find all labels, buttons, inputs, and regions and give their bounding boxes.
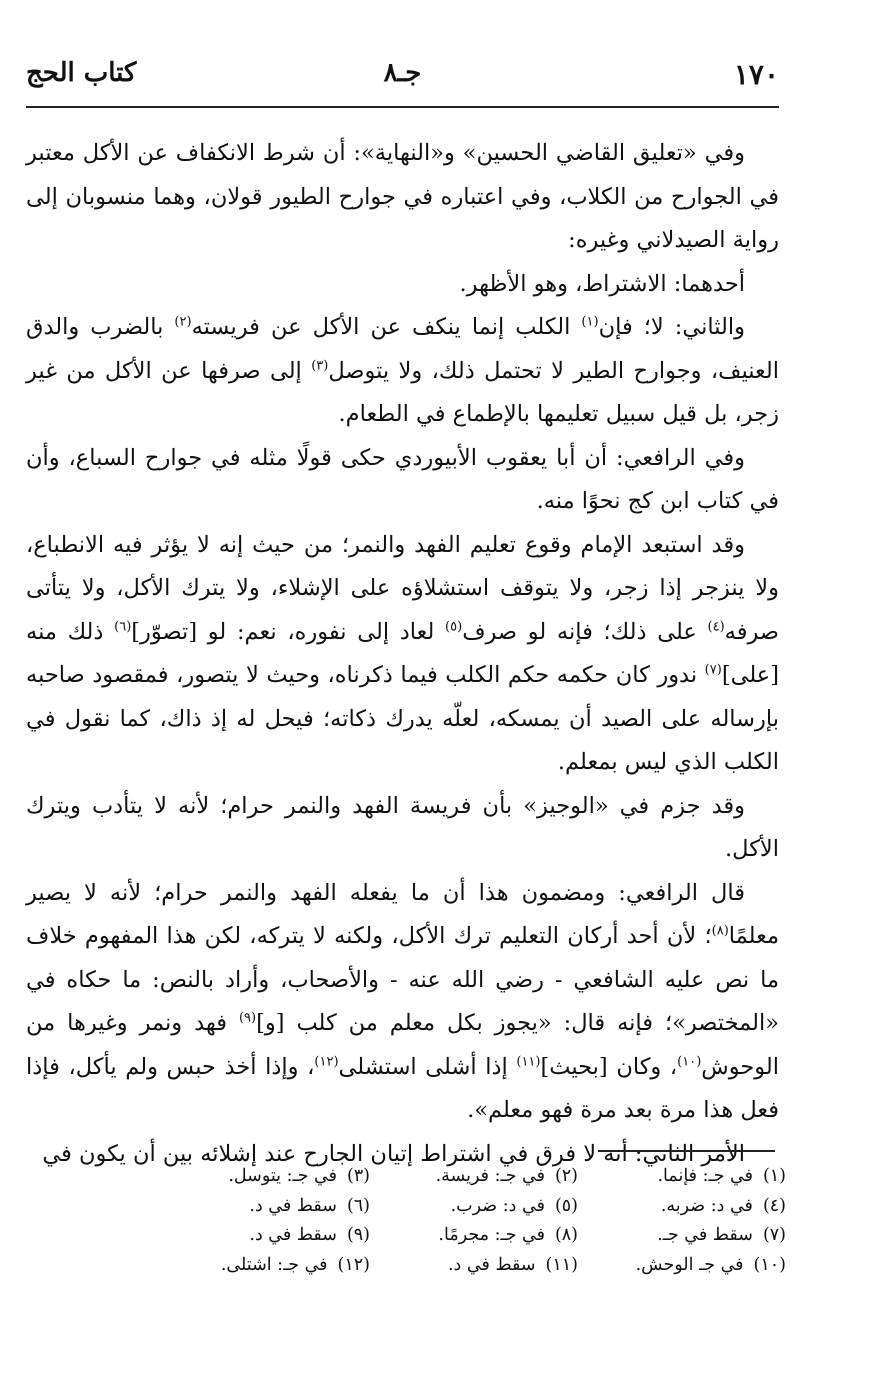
footnote-divider <box>598 1150 775 1152</box>
paragraph-text: إذا أشلى استشلى <box>338 1053 517 1080</box>
footnote <box>578 1162 786 1192</box>
paragraph-text: وفي «تعليق القاضي الحسين» و«النهاية»: أن شرط الانكفاف عن الأكل معتبر في الجوارح من الكلاب، وفي اعتباره في جوارح الطيور قولان، وهما منسوبان إلى رواية الصيدلاني وغيره: <box>26 140 779 253</box>
footnote-text: سقط في د. <box>447 1254 536 1275</box>
footnote <box>162 1221 370 1251</box>
footnote-text: في د: ضربه. <box>660 1195 753 1216</box>
paragraph-text: ؛ لأن أحد أركان التعليم ترك الأكل، ولكنه لا يتركه، لكن هذا المفهوم خلاف ما نص عليه الشافعي - رضي الله عنه - والأصحاب، وأراد بالنص: ما حكاه في «المختصر»؛ فإنه قال: «يجوز بكل معلم من كلب [و] <box>26 923 779 1036</box>
footnote-text: في جـ الوحش. <box>635 1254 744 1275</box>
footnote-number: (١١) <box>545 1254 578 1275</box>
paragraph-text: ، وإذا أخذ حبس ولم يأكل، فإذا فعل هذا مرة بعد مرة فهو معلم». <box>26 1053 779 1123</box>
footnote <box>162 1162 370 1192</box>
paragraph-text: أحدهما: الاشتراط، وهو الأظهر. <box>459 270 745 297</box>
footnote-marker: (٧) <box>704 662 722 678</box>
paragraph <box>26 132 779 263</box>
paragraph <box>26 872 779 1133</box>
footnote-number: (٦) <box>346 1195 370 1216</box>
footnote-marker: (٦) <box>114 619 132 634</box>
running-header <box>26 58 779 102</box>
footnote-number: (٩) <box>346 1225 370 1245</box>
footnote <box>578 1221 786 1251</box>
footnote-text: في جـ: مجرمًا. <box>438 1225 545 1245</box>
paragraph-text: الكلب إنما ينكف عن الأكل عن فريسته <box>191 314 582 340</box>
page-number: ١٧٠ <box>733 58 779 91</box>
paragraph-text: قال الرافعي: ومضمون هذا أن ما يفعله الفهد والنمر حرام؛ لأنه لا يصير معلمًا <box>26 879 779 949</box>
footnote <box>370 1192 578 1222</box>
footnote-text: سقط في جـ. <box>657 1225 753 1245</box>
main-text <box>26 132 780 1167</box>
paragraph <box>26 306 779 437</box>
footnote-number: (٥) <box>554 1195 578 1216</box>
footnote-marker: (١١) <box>516 1054 541 1069</box>
footnote <box>162 1192 370 1222</box>
paragraph-text: لعاد إلى نفوره، نعم: لو [تصوّر] <box>131 618 446 645</box>
footnote-text: سقط في د. <box>249 1225 337 1245</box>
paragraph-text: ذلك منه [على] <box>26 618 779 688</box>
paragraph-text: إلى صرفها عن الأكل من غير زجر، بل قيل سبيل تعليمها بالإطماع في الطعام. <box>26 357 779 427</box>
footnote-text: في جـ: فإنما. <box>657 1166 753 1186</box>
footnote-number: (٧) <box>762 1225 786 1245</box>
footnote-text: سقط في د. <box>249 1195 337 1216</box>
paragraph <box>26 785 779 872</box>
paragraph-text: والثاني: لا؛ فإن <box>598 314 745 340</box>
paragraph-text: وقد استبعد الإمام وقوع تعليم الفهد والنمر؛ من حيث إنه لا يؤثر فيه الانطباع، ولا ينزجر إذا زجر، ولا يتوقف استشلاؤه على الإشلاء، ولا يترك الأكل، ولا يتأتى صرفه <box>26 531 780 645</box>
footnote-number: (١٠) <box>753 1254 786 1275</box>
paragraph-text: الأمر الثاني: أنه لا فرق في اشتراط إتيان الجارح عند إشلائه بين أن يكون في <box>42 1140 745 1167</box>
paragraph-text: وقد جزم في «الوجيز» بأن فريسة الفهد والنمر حرام؛ لأنه لا يتأدب ويترك الأكل. <box>26 792 779 862</box>
paragraph-text: بالضرب والدق العنيف، وجوارح الطير لا تحتمل ذلك، ولا يتوصل <box>26 314 779 384</box>
header-divider <box>26 106 779 108</box>
paragraph <box>26 437 779 524</box>
footnote-text: في د: ضرب. <box>450 1195 545 1216</box>
paragraph <box>26 524 779 785</box>
paragraph <box>26 263 779 307</box>
footnote-row <box>160 1192 786 1222</box>
footnote-number: (٤) <box>762 1195 786 1216</box>
footnote-marker: (١٠) <box>677 1054 702 1069</box>
footnote <box>370 1251 578 1281</box>
footnote <box>578 1192 786 1222</box>
paragraph-text: فهد ونمر وغيرها من الوحوش <box>26 1010 780 1080</box>
paragraph-text: وفي الرافعي: أن أبا يعقوب الأبيوردي حكى قولًا مثله في جوارح السباع، وأن في كتاب ابن كج نحوًا منه. <box>26 444 779 514</box>
paragraph-text: ، وكان [بحيث] <box>540 1053 678 1080</box>
footnote-text: في جـ: اشتلى. <box>220 1254 328 1275</box>
footnote <box>578 1251 786 1281</box>
paragraph-text: على ذلك؛ فإنه لو صرف <box>462 618 708 645</box>
footnote-number: (٣) <box>346 1166 370 1186</box>
footnote-marker: (٤) <box>707 619 725 634</box>
book-title: كتاب الحج <box>26 58 137 88</box>
footnote-text: في جـ: فريسة. <box>435 1166 545 1186</box>
volume-label: جـ٨ <box>383 58 422 88</box>
footnote-row <box>160 1162 786 1192</box>
footnote <box>162 1251 370 1281</box>
footnote-number: (١) <box>762 1166 786 1186</box>
footnote-marker: (١٢) <box>314 1054 339 1069</box>
footnote-row <box>160 1251 786 1281</box>
footnote-number: (٢) <box>554 1166 578 1186</box>
footnote-marker: (٣) <box>311 358 329 373</box>
footnote-marker: (٨) <box>711 923 729 939</box>
footnote-number: (١٢) <box>337 1254 370 1275</box>
footnote-row <box>160 1221 786 1251</box>
footnote-marker: (٥) <box>445 619 463 634</box>
footnote-marker: (٩) <box>238 1010 257 1026</box>
footnote <box>370 1162 578 1192</box>
footnote-number: (٨) <box>554 1225 578 1245</box>
paragraph-text: ندور كان حكمه حكم الكلب فيما ذكرناه، وحيث لا يتصور، فمقصود صاحبه بإرساله على الصيد أن يمسكه، لعلّه يدرك ذكاته؛ فيحل له إذ ذاك، كما نقول في الكلب الذي ليس بمعلم. <box>26 662 779 775</box>
footnote <box>370 1221 578 1251</box>
footnotes <box>160 1162 786 1280</box>
footnote-text: في جـ: يتوسل. <box>228 1166 337 1186</box>
footnote-marker: (١) <box>581 314 599 330</box>
footnote-marker: (٢) <box>174 314 192 330</box>
